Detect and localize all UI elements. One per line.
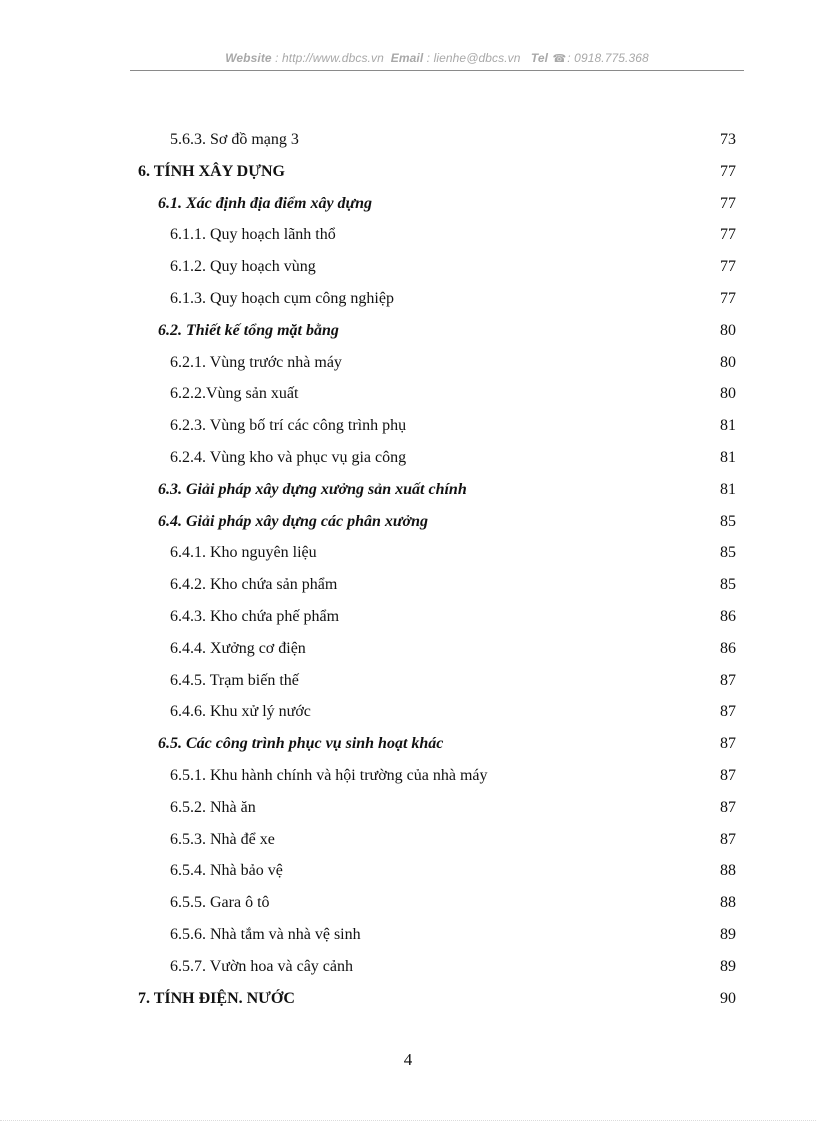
toc-entry-label: 6.4.4. Xưởng cơ điện bbox=[170, 639, 306, 657]
toc-entry[interactable] bbox=[0, 728, 816, 760]
toc-entry-page: 88 bbox=[720, 862, 736, 880]
toc-entry-page: 77 bbox=[720, 258, 736, 276]
website-url[interactable]: http://www.dbcs.vn bbox=[282, 51, 384, 65]
toc-entry[interactable] bbox=[0, 347, 816, 379]
toc-entry-page: 80 bbox=[720, 385, 736, 403]
toc-entry[interactable] bbox=[0, 633, 816, 665]
toc-entry-page: 87 bbox=[720, 830, 736, 848]
toc-entry[interactable] bbox=[0, 887, 816, 919]
page-number: 4 bbox=[403, 1050, 413, 1069]
toc-entry-page: 87 bbox=[720, 766, 736, 784]
toc-entry[interactable] bbox=[0, 760, 816, 792]
toc-entry[interactable] bbox=[0, 696, 816, 728]
email-address[interactable]: lienhe@dbcs.vn bbox=[433, 51, 521, 65]
toc-entry[interactable] bbox=[0, 442, 816, 474]
tel-label: Tel bbox=[530, 51, 549, 65]
toc-entry-page: 90 bbox=[720, 989, 736, 1007]
toc-entry-page: 81 bbox=[720, 480, 736, 498]
toc-entry-label: 6.5.3. Nhà để xe bbox=[170, 830, 275, 848]
toc-entry-label: 6.5.2. Nhà ăn bbox=[170, 798, 256, 816]
toc-entry-page: 73 bbox=[720, 131, 736, 148]
toc-entry-label: 6.2.3. Vùng bố trí các công trình phụ bbox=[170, 417, 407, 435]
toc-entry-page: 87 bbox=[720, 671, 736, 689]
toc-entry-page: 85 bbox=[720, 544, 736, 562]
toc-entry-page: 81 bbox=[720, 448, 736, 466]
toc-entry[interactable] bbox=[0, 919, 816, 951]
toc-entry[interactable] bbox=[0, 601, 816, 633]
toc-entry-label: 6.5.4. Nhà bảo vệ bbox=[170, 862, 283, 880]
toc-entry-page: 77 bbox=[720, 226, 736, 244]
toc-entry-label: 6.1.2. Quy hoạch vùng bbox=[170, 258, 316, 276]
toc-entry-page: 88 bbox=[720, 894, 736, 912]
toc-entry-label: 6.4.3. Kho chứa phế phẩm bbox=[170, 607, 340, 625]
toc-entry[interactable] bbox=[0, 506, 816, 538]
toc-entry[interactable] bbox=[0, 283, 816, 315]
toc-entry-page: 87 bbox=[720, 798, 736, 816]
toc-entry-label: 6.5.5. Gara ô tô bbox=[170, 894, 270, 912]
toc-entry-page: 81 bbox=[720, 417, 736, 435]
toc-entry-label: 6.5. Các công trình phục vụ sinh hoạt khác bbox=[158, 735, 444, 753]
toc-entry-page: 85 bbox=[720, 512, 736, 530]
toc-entry-label: 6.2.4. Vùng kho và phục vụ gia công bbox=[170, 448, 407, 466]
toc-entry-label: 6.4. Giải pháp xây dựng các phân xưởng bbox=[158, 512, 428, 530]
toc-entry-page: 85 bbox=[720, 576, 736, 594]
toc-entry-label: 6.4.5. Trạm biến thế bbox=[170, 671, 299, 689]
toc-entry-page: 80 bbox=[720, 353, 736, 371]
toc-entry-page: 87 bbox=[720, 735, 736, 753]
tel-number: : 0918.775.368 bbox=[567, 51, 649, 65]
toc-entry-label: 6.4.6. Khu xử lý nước bbox=[170, 703, 311, 721]
toc-entry[interactable] bbox=[0, 378, 816, 410]
phone-icon: ☎ bbox=[552, 53, 567, 65]
bottom-divider bbox=[0, 1120, 816, 1121]
toc-entry-label: 6.2. Thiết kế tổng mặt bằng bbox=[158, 321, 339, 339]
toc-entry-page: 86 bbox=[720, 607, 736, 625]
toc-entry-label: 6.4.2. Kho chứa sản phẩm bbox=[170, 576, 338, 594]
toc-entry[interactable] bbox=[0, 410, 816, 442]
toc-entry-page: 80 bbox=[720, 321, 736, 339]
toc-entry-label: 7. TÍNH ĐIỆN. NƯỚC bbox=[138, 989, 295, 1007]
toc-entry[interactable] bbox=[0, 251, 816, 283]
email-label: Email bbox=[390, 51, 424, 65]
toc-entry[interactable] bbox=[0, 855, 816, 887]
toc-entry[interactable] bbox=[0, 792, 816, 824]
toc-entry[interactable] bbox=[0, 983, 816, 1015]
toc-entry[interactable] bbox=[0, 569, 816, 601]
toc-entry-label: 6.5.7. Vườn hoa và cây cảnh bbox=[170, 957, 354, 975]
toc-entry[interactable] bbox=[0, 824, 816, 856]
toc-entry[interactable] bbox=[0, 188, 816, 220]
toc-entry-page: 86 bbox=[720, 639, 736, 657]
toc-entry[interactable] bbox=[0, 474, 816, 506]
email-sep: : bbox=[423, 51, 434, 65]
toc-entry-label: 6.1.3. Quy hoạch cụm công nghiệp bbox=[170, 289, 394, 307]
toc-entry-page: 77 bbox=[720, 162, 736, 180]
toc-entry[interactable] bbox=[0, 124, 816, 156]
toc-entry-label: 6.4.1. Kho nguyên liệu bbox=[170, 544, 317, 562]
website-sep: : bbox=[271, 51, 283, 65]
toc-entry-label: 6.3. Giải pháp xây dựng xưởng sản xuất chính bbox=[158, 480, 467, 498]
toc-entry-label: 6.5.6. Nhà tắm và nhà vệ sinh bbox=[170, 925, 361, 943]
toc-entry[interactable] bbox=[0, 951, 816, 983]
toc-entry[interactable] bbox=[0, 665, 816, 697]
toc-entry-label: 6.5.1. Khu hành chính và hội trường của nhà máy bbox=[170, 766, 488, 784]
toc-entry-page: 89 bbox=[720, 957, 736, 975]
toc-entry-label: 6.1. Xác định địa điểm xây dựng bbox=[158, 194, 373, 212]
toc-entry-label: 6.2.2.Vùng sản xuất bbox=[170, 385, 299, 403]
toc-entry-label: 6.1.1. Quy hoạch lãnh thổ bbox=[170, 226, 336, 244]
toc-entry-page: 77 bbox=[720, 194, 736, 212]
toc-entry-page: 87 bbox=[720, 703, 736, 721]
header-divider bbox=[130, 70, 744, 71]
toc-entry-page: 89 bbox=[720, 925, 736, 943]
toc-entry-label: 6.2.1. Vùng trước nhà máy bbox=[170, 353, 342, 371]
toc-entry-label: 6. TÍNH XÂY DỰNG bbox=[138, 162, 285, 180]
website-label: Website bbox=[225, 51, 272, 65]
toc-entry[interactable] bbox=[0, 315, 816, 347]
toc-entry[interactable] bbox=[0, 156, 816, 188]
toc-entry-label: 5.6.3. Sơ đồ mạng 3 bbox=[170, 131, 299, 148]
toc-entry-page: 77 bbox=[720, 289, 736, 307]
toc-entry[interactable] bbox=[0, 537, 816, 569]
page-header bbox=[130, 51, 744, 65]
toc-entry[interactable] bbox=[0, 219, 816, 251]
table-of-contents bbox=[0, 124, 816, 1014]
